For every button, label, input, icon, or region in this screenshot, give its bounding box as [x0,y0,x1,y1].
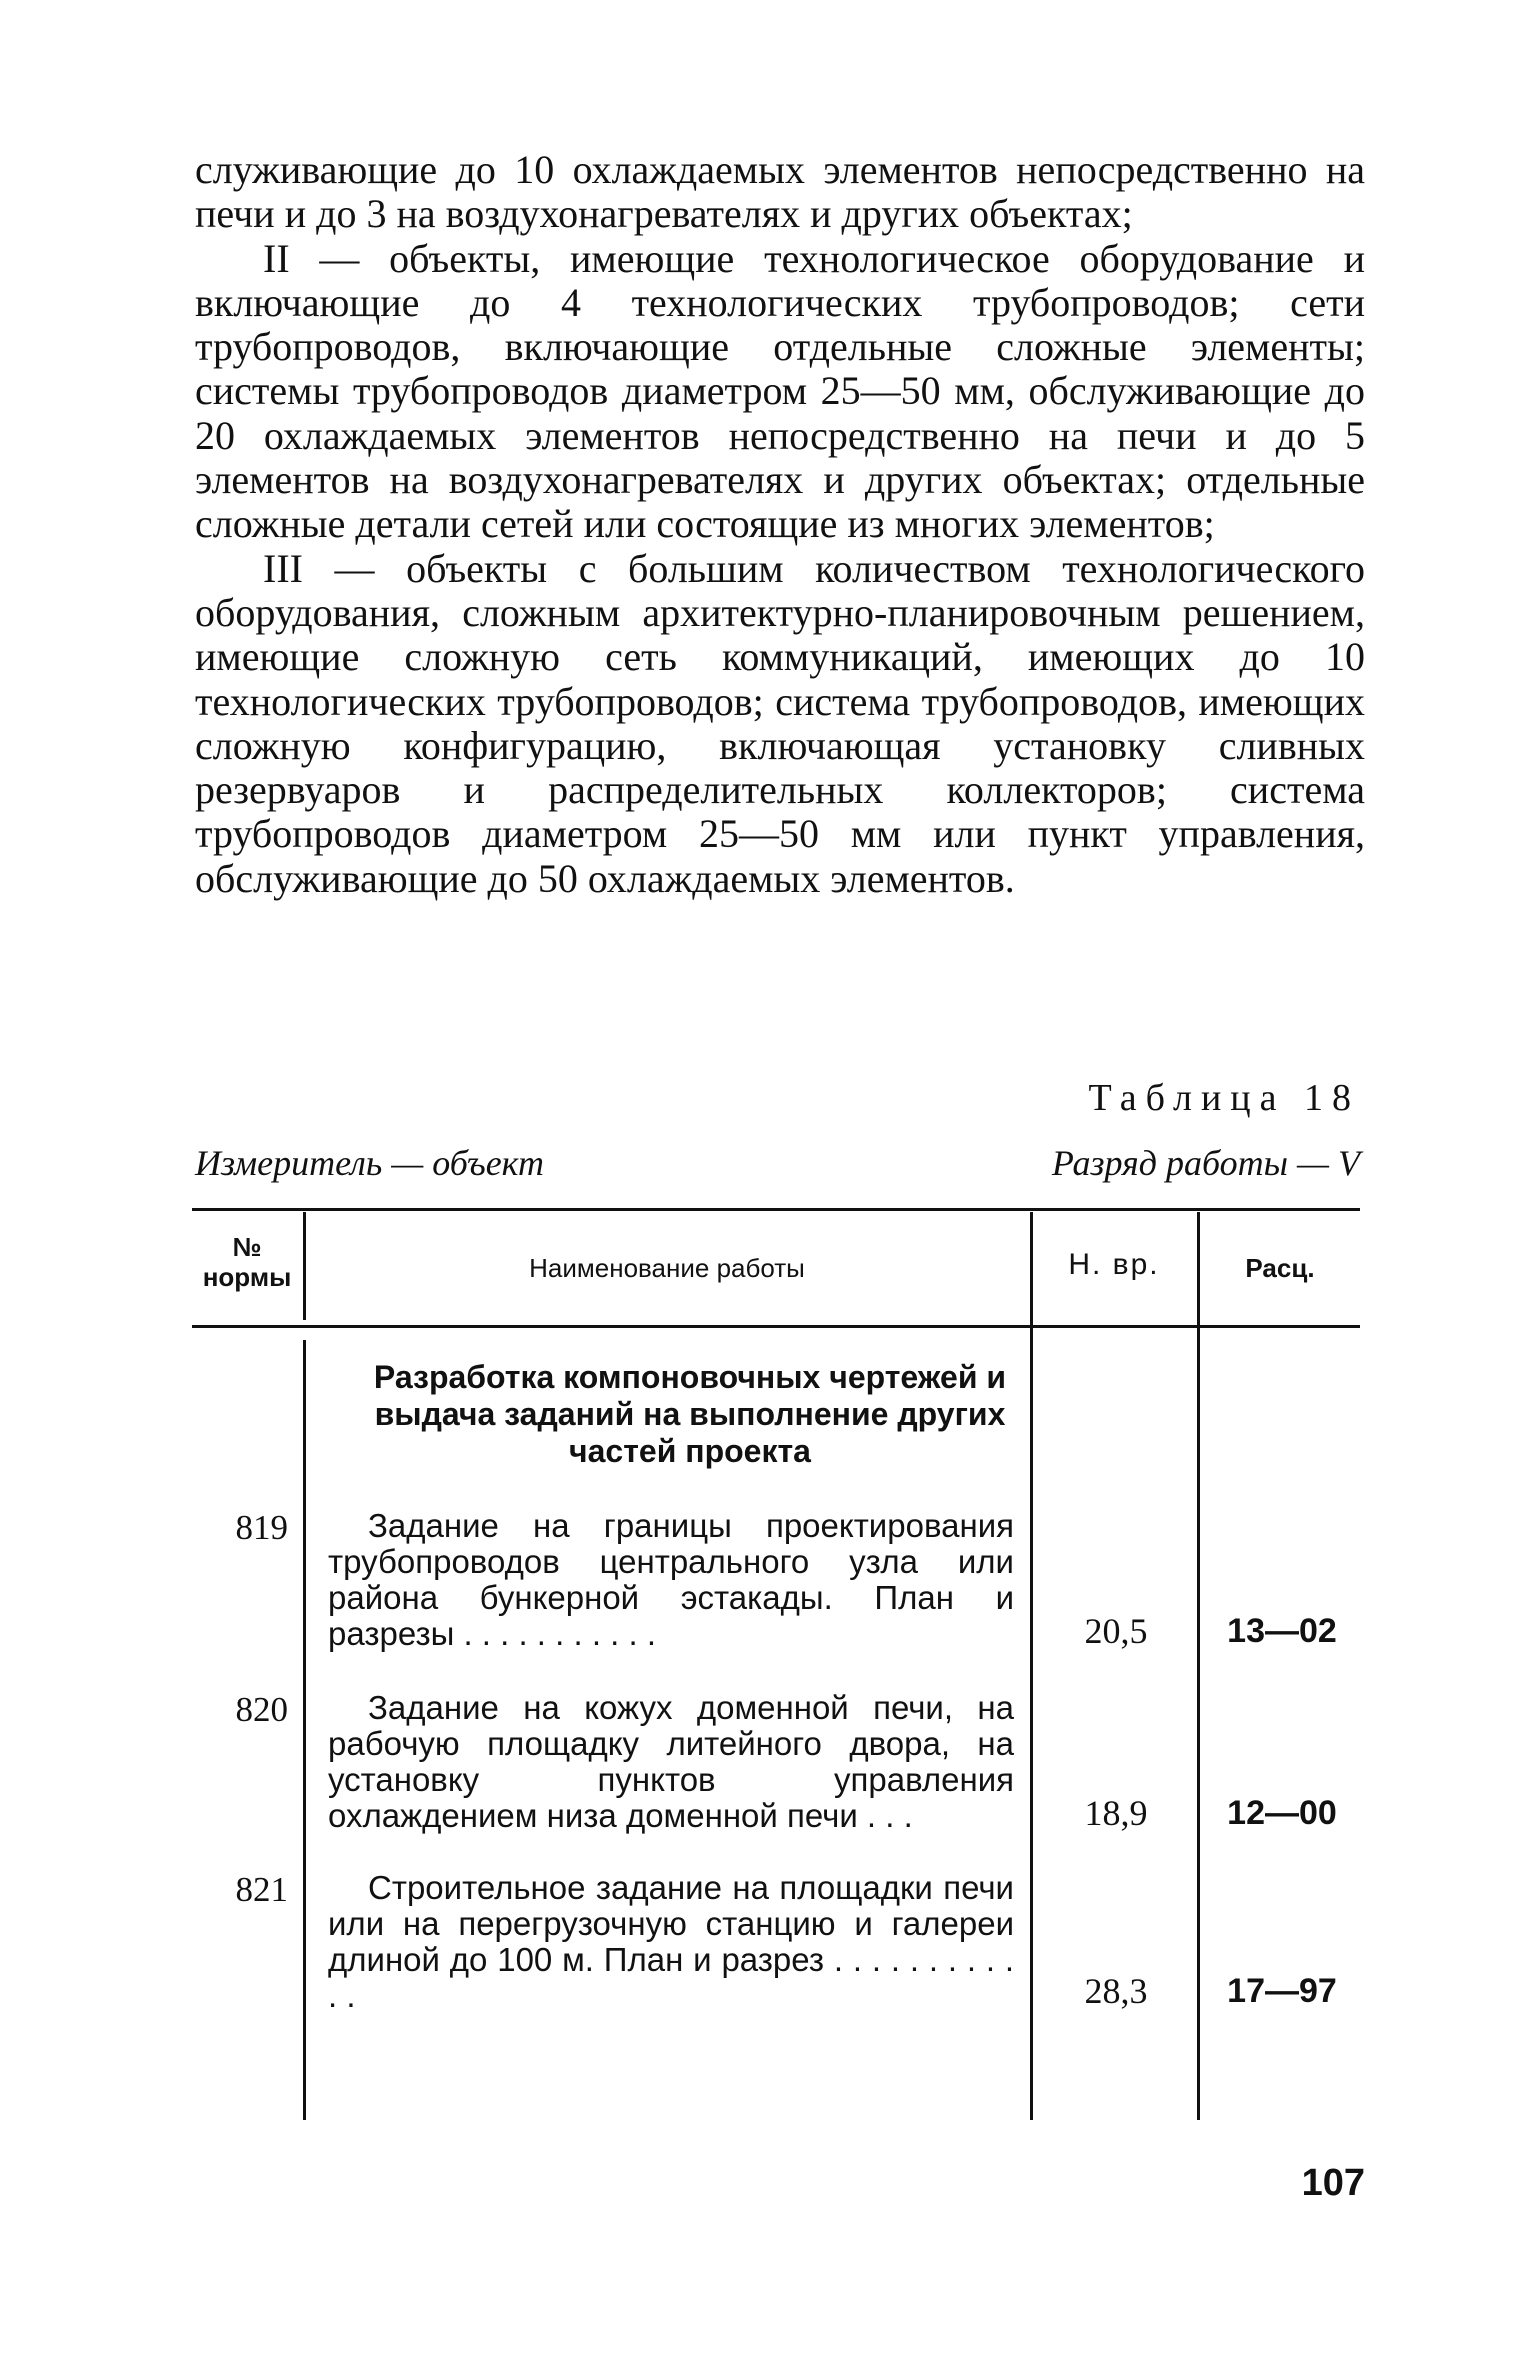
row-821-description [328,1870,1014,2014]
intro-paragraph-2: II — объекты, имеющие технологическое оборудование и включающие до 4 технологических трубопроводов; сети трубопроводов, включающие отдельные сложные элементы; системы трубопроводов диаметром 25—50 мм, обслуживающие до 20 охлаждаемых элементов непосредственно на печи и до 5 элементов на воздухонагревателях и других объектах; отдельные сложные детали сетей или состоящие из многих элементов; [195,235,1365,547]
header-rate: Расц. [1245,1253,1315,1283]
row-820-text: Задание на кожух доменной печи, на рабочую площадку литейного двора, на установку пунктов управления охлаждением низа доменной печи . . . [328,1689,1014,1834]
grade-label: Разряд работы — V [1051,1143,1360,1183]
header-norm-no [192,1232,302,1292]
row-820-hours: 18,9 [1084,1793,1148,1833]
intro-paragraph-3: III — объекты с большим количеством технологического оборудования, сложным архитектурно-планировочным решением, имеющие сложную сеть коммуникаций, имеющих до 10 технологических трубопроводов; система трубопроводов, имеющих сложную конфигурацию, включающая установку сливных резервуаров и распределительных коллекторов; система трубопроводов диаметром 25—50 мм или пункт управления, обслуживающие до 50 охлаждаемых элементов. [195,545,1365,901]
row-821-text: Строительное задание на площадки печи или на перегрузочную станцию и галереи длиной до 100 м. План и разрез . . . . . . . . . . . . [328,1869,1014,2014]
row-819-rate: 13—02 [1227,1612,1337,1650]
row-820-rate: 12—00 [1227,1794,1337,1832]
column-divider-1 [303,1340,306,2120]
table-title: Таблица 18 [1088,1077,1360,1119]
row-821-hours: 28,3 [1084,1971,1148,2011]
table-top-rule [192,1208,1360,1211]
header-norm-no-symbol: № [232,1232,262,1262]
row-819-hours: 20,5 [1084,1611,1148,1651]
row-819-description [328,1508,1014,1652]
intro-paragraph-1: служивающие до 10 охлаждаемых элементов непосредственно на печи и до 3 на воздухонагревателях и других объектах; [195,147,1365,237]
header-norm-no-word: нормы [202,1262,292,1292]
intro-text [195,148,1365,901]
row-820-number: 820 [235,1690,288,1729]
meter-label: Измеритель — объект [195,1143,545,1183]
row-821-number: 821 [235,1870,288,1909]
table-header-rule [192,1325,1360,1328]
row-819-number: 819 [235,1508,288,1547]
row-821-rate: 17—97 [1227,1972,1337,2010]
header-hours: Н. вр. [1068,1248,1160,1281]
row-820-description [328,1690,1014,1834]
row-819-text: Задание на границы проектирования трубопроводов центрального узла или района бункерной эстакады. План и разрезы . . . . . . . . . . . [328,1507,1014,1652]
section-title: Разработка компоновочных чертежей и выдача заданий на выполнение других частей проекта [373,1359,1007,1469]
column-divider-3 [1197,1212,1200,2120]
page-number: 107 [1301,2162,1365,2204]
column-divider-2 [1030,1212,1033,2120]
header-work-name: Наименование работы [529,1253,805,1283]
